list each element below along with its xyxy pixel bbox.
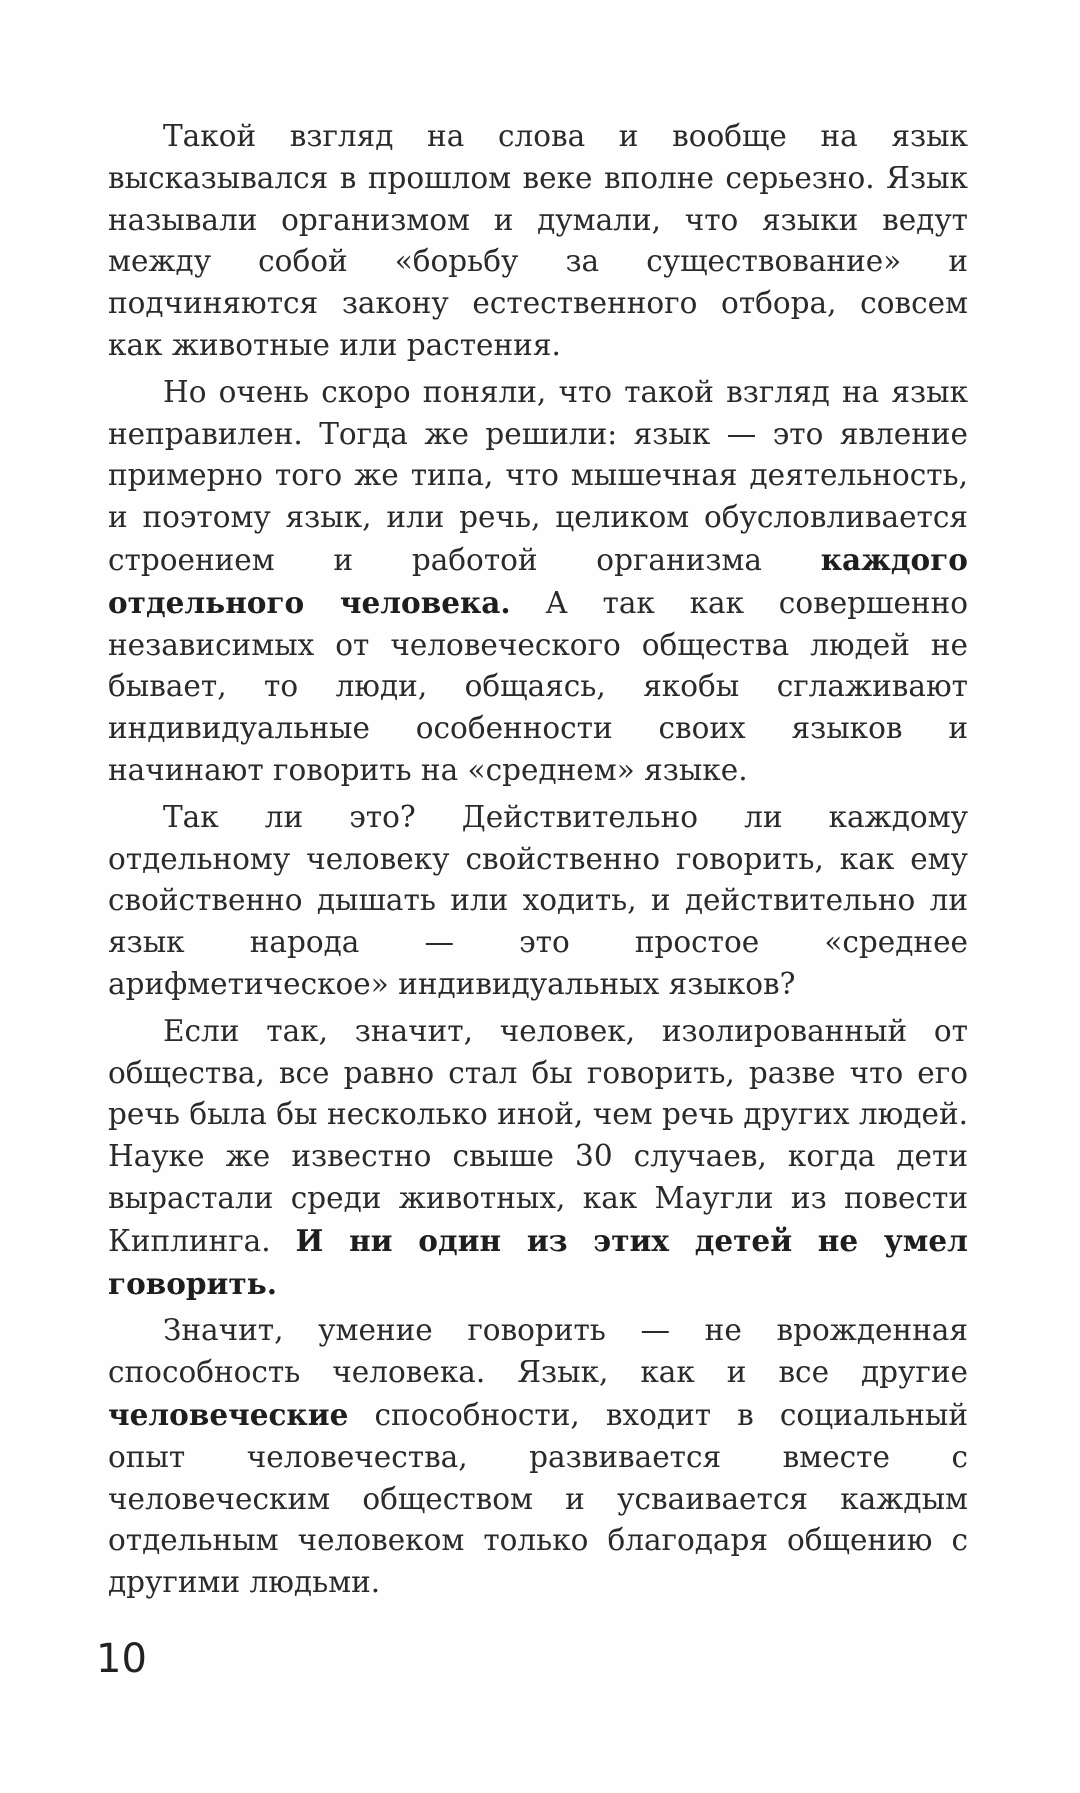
paragraph-5-emphasis: человеческие: [108, 1396, 349, 1432]
paragraph-5-text-b: способности, входит в социальный опыт человечества, развивается вместе с человеческим обществом и усваивается каждым отдельным человеком только благодаря общению с другими людьми.: [108, 1397, 968, 1600]
paragraph-3-text: Так ли это? Действительно ли каждому отдельному человеку свойственно говорить, как ему свойственно дышать или ходить, и действительно ли язык народа — это простое «среднее арифметическое» индивидуальных языков?: [108, 799, 968, 1001]
paragraph-2: [108, 372, 968, 792]
paragraph-2-emphasis: каждого отдельного человека.: [108, 541, 968, 620]
paragraph-4-emphasis: И ни один из этих детей не умел говорить.: [108, 1222, 968, 1301]
paragraph-3: [108, 797, 968, 1006]
paragraph-4: [108, 1011, 968, 1306]
paragraph-1: [108, 116, 968, 367]
paragraph-5: [108, 1310, 968, 1604]
page-number: 10: [96, 1636, 147, 1682]
paragraph-2-text-a: Но очень скоро поняли, что такой взгляд на язык неправилен. Тогда же решили: язык — это явление примерно того же типа, что мышечная деятельность, и поэтому язык, или речь, целиком обусловливается строением и работой организма: [108, 374, 968, 577]
paragraph-4-text: Если так, значит, человек, изолированный от общества, все равно стал бы говорить, разве что его речь была бы несколько иной, чем речь других людей. Науке же известно свыше 30 случаев, когда дети вырастали среди животных, как Маугли из повести Киплинга.: [108, 1013, 968, 1258]
body-text: [108, 116, 968, 1609]
paragraph-1-text: Такой взгляд на слова и вообще на язык высказывался в прошлом веке вполне серьезно. Язык называли организмом и думали, что языки ведут между собой «борьбу за существование» и подчиняются закону естественного отбора, совсем как животные или растения.: [108, 119, 968, 362]
paragraph-5-text-a: Значит, умение говорить — не врожденная способность человека. Язык, как и все другие: [108, 1313, 968, 1390]
paragraph-2-text-b: А так как совершенно независимых от человеческого общества людей не бывает, то люди, общаясь, якобы сглаживают индивидуальные особенности своих языков и начинают говорить на «среднем» языке.: [108, 585, 969, 787]
